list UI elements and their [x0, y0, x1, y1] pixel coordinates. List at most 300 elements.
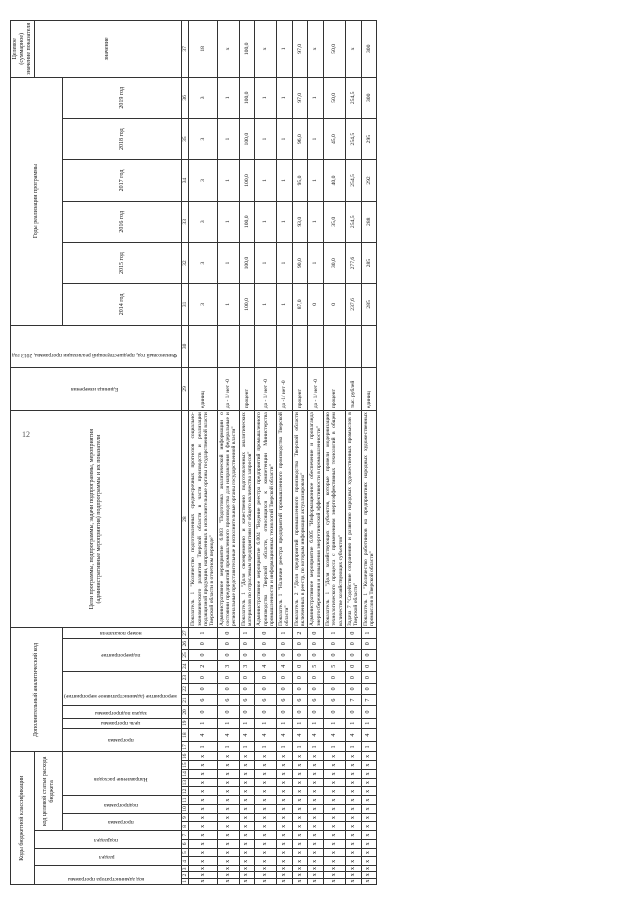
year-value-cell: 288	[361, 201, 377, 242]
page-number: 12	[22, 430, 30, 439]
code-cell: 4	[308, 728, 324, 742]
column-number: 8	[182, 822, 189, 831]
table-row	[308, 21, 324, 885]
code-cell: х	[324, 840, 346, 849]
column-number: 28	[182, 410, 189, 628]
code-cell: х	[292, 831, 308, 840]
code-cell: 4	[345, 728, 361, 742]
code-cell: х	[345, 840, 361, 849]
code-cell: х	[239, 778, 255, 787]
code-cell: х	[324, 787, 346, 796]
year-value-cell: 0	[308, 284, 324, 325]
header-kcsr: код целевой статьи расхода бюджета	[34, 752, 63, 831]
code-cell: х	[217, 878, 239, 884]
column-number: 35	[182, 118, 189, 159]
code-cell: х	[277, 857, 293, 866]
base-year-cell	[324, 325, 346, 368]
column-number: 27	[182, 628, 189, 638]
code-cell: 0	[361, 661, 377, 672]
unit-cell: процент	[239, 368, 255, 411]
code-cell: 0	[361, 706, 377, 719]
code-cell: х	[324, 813, 346, 822]
indicator-name-cell: Показатель 1 "Наличие реестра предприятий промышленного производства Тверской области"	[278, 412, 291, 626]
code-cell: х	[255, 857, 277, 866]
code-cell: 1	[277, 742, 293, 752]
code-cell: х	[189, 866, 217, 872]
year-value-cell: 237,6	[345, 284, 361, 325]
header-unit: Единица измерения	[11, 368, 182, 411]
code-cell: 0	[189, 706, 217, 719]
code-cell: х	[324, 752, 346, 761]
code-cell: 6	[239, 694, 255, 705]
base-year-cell	[345, 325, 361, 368]
target-value-cell: х	[255, 21, 277, 78]
code-cell: 0	[345, 638, 361, 649]
code-cell: х	[255, 761, 277, 770]
year-value-cell: 1	[255, 242, 277, 283]
code-cell: 4	[324, 728, 346, 742]
code-cell: 2	[189, 661, 217, 672]
code-cell: х	[361, 878, 377, 884]
code-cell: 1	[345, 718, 361, 728]
code-cell: 1	[308, 742, 324, 752]
code-cell: х	[292, 813, 308, 822]
code-cell: х	[361, 796, 377, 805]
code-cell: х	[308, 787, 324, 796]
code-cell: х	[217, 787, 239, 796]
year-value-cell: 1	[217, 242, 239, 283]
code-cell: 6	[217, 694, 239, 705]
year-value-cell: 1	[277, 160, 293, 201]
code-cell: х	[217, 805, 239, 814]
code-cell: х	[292, 770, 308, 779]
target-value-cell: 1	[277, 21, 293, 78]
year-value-cell: 1	[277, 201, 293, 242]
code-cell: 1	[361, 718, 377, 728]
code-cell: 4	[277, 661, 293, 672]
code-cell: 1	[292, 718, 308, 728]
year-value-cell: 3	[189, 118, 217, 159]
target-value-cell: 300	[361, 21, 377, 78]
table-row	[189, 21, 217, 885]
code-cell: х	[189, 813, 217, 822]
column-number: 24	[182, 661, 189, 672]
code-cell: 0	[292, 649, 308, 660]
target-value-cell: 50,0	[324, 21, 346, 78]
year-value-cell: 1	[217, 77, 239, 118]
code-cell: х	[277, 813, 293, 822]
code-cell: 0	[345, 683, 361, 694]
indicator-name-cell: Административное мероприятие 6.003 "Подготовка аналитической информации о состоянии предприятий промышленного производства для направления в федеральные и региональные представительные и исполнительные органы государственной власти"	[218, 412, 238, 626]
column-number-row	[182, 21, 189, 885]
code-cell: 1	[255, 742, 277, 752]
code-cell: 4	[292, 728, 308, 742]
code-cell: 0	[217, 638, 239, 649]
code-cell: х	[292, 848, 308, 857]
code-cell: х	[361, 866, 377, 872]
code-cell: х	[189, 831, 217, 840]
code-cell: х	[239, 848, 255, 857]
column-number: 1	[182, 880, 189, 883]
header-cel: цель программы	[63, 718, 182, 728]
unit-cell: да - 1/ нет -0	[255, 368, 277, 411]
code-cell: 0	[345, 628, 361, 638]
code-cell: х	[324, 872, 346, 878]
code-cell: х	[361, 840, 377, 849]
code-cell: х	[345, 872, 361, 878]
code-cell: х	[308, 796, 324, 805]
code-cell: 6	[255, 694, 277, 705]
header-podrazdel: подраздел	[34, 831, 181, 849]
code-cell: х	[361, 752, 377, 761]
code-cell: 0	[361, 649, 377, 660]
code-cell: х	[189, 872, 217, 878]
code-cell: 1	[345, 742, 361, 752]
code-cell: х	[189, 822, 217, 831]
header-programma: программа	[63, 813, 182, 831]
header-napravlenie: Направление расходов	[63, 752, 182, 796]
unit-cell: процент	[292, 368, 308, 411]
code-cell: х	[189, 805, 217, 814]
header-years-group: Годы реализации программы	[11, 77, 63, 325]
year-value-cell: 0	[324, 284, 346, 325]
code-cell: х	[189, 770, 217, 779]
year-value-cell: 87,0	[292, 284, 308, 325]
code-cell: 4	[361, 728, 377, 742]
code-cell: 1	[308, 718, 324, 728]
column-number: 30	[182, 325, 189, 368]
column-number: 23	[182, 672, 189, 683]
code-cell: х	[345, 761, 361, 770]
unit-cell: да -1/ нет -0	[277, 368, 293, 411]
code-cell: х	[292, 787, 308, 796]
code-cell: х	[308, 872, 324, 878]
column-number: 31	[182, 284, 189, 325]
header-year-3: 2016 год	[63, 201, 182, 242]
column-number: 3	[182, 867, 189, 871]
code-cell: х	[239, 878, 255, 884]
header-kod-admin: код администратора программы	[34, 866, 181, 885]
year-value-cell: 1	[308, 118, 324, 159]
target-value-cell: 97,0	[292, 21, 308, 78]
code-cell: 0	[189, 672, 217, 683]
year-value-cell: 285	[361, 242, 377, 283]
code-cell: х	[308, 805, 324, 814]
code-cell: 0	[308, 672, 324, 683]
column-number: 10	[182, 806, 189, 812]
code-cell: 0	[277, 706, 293, 719]
code-cell: х	[255, 778, 277, 787]
code-cell: х	[361, 848, 377, 857]
code-cell: х	[345, 805, 361, 814]
column-number: 5	[182, 848, 189, 857]
code-cell: х	[239, 770, 255, 779]
code-cell: х	[217, 848, 239, 857]
code-cell: х	[292, 796, 308, 805]
header-dop-code: Дополнительный аналитический код	[11, 628, 63, 752]
code-cell: х	[239, 752, 255, 761]
code-cell: 0	[255, 683, 277, 694]
year-value-cell: 1	[277, 77, 293, 118]
code-cell: х	[189, 752, 217, 761]
code-cell: 0	[239, 638, 255, 649]
code-cell: х	[189, 787, 217, 796]
year-value-cell: 1	[308, 201, 324, 242]
column-number: 4	[182, 857, 189, 866]
header-podmer: подмероприятие	[63, 638, 182, 672]
indicator-name-cell: Задача 7 "Содействие сохранению и развитию народных художественных промыслов в Тверской области"	[346, 412, 360, 626]
code-cell: х	[239, 822, 255, 831]
code-cell: х	[277, 796, 293, 805]
code-cell: 1	[239, 628, 255, 638]
indicator-name-cell: Показатель 1 "Доля своевременно и качественно подготовленных аналитических материалов по отраслевым предприятиям от общего количества запросов"	[240, 412, 253, 626]
code-cell: 0	[255, 672, 277, 683]
code-cell: х	[255, 840, 277, 849]
code-cell: х	[239, 840, 255, 849]
code-cell: 1	[189, 742, 217, 752]
code-cell: х	[217, 866, 239, 872]
code-cell: х	[361, 778, 377, 787]
code-cell: 0	[255, 706, 277, 719]
code-cell: х	[345, 831, 361, 840]
code-cell: х	[189, 857, 217, 866]
code-cell: 0	[324, 649, 346, 660]
column-number: 29	[182, 368, 189, 411]
code-cell: х	[277, 822, 293, 831]
column-number: 32	[182, 242, 189, 283]
unit-cell: единиц	[189, 368, 217, 411]
code-cell: х	[239, 857, 255, 866]
year-value-cell: 1	[308, 77, 324, 118]
header-year-1: 2014 год	[63, 284, 182, 325]
code-cell: 0	[277, 683, 293, 694]
unit-cell: да - 1/ нет -0	[308, 368, 324, 411]
code-cell: 4	[255, 728, 277, 742]
table-body	[189, 21, 377, 885]
year-value-cell: 100,0	[239, 118, 255, 159]
code-cell: х	[324, 866, 346, 872]
code-cell: 0	[239, 706, 255, 719]
code-cell: х	[255, 752, 277, 761]
year-value-cell: 96,0	[292, 118, 308, 159]
column-number: 33	[182, 201, 189, 242]
column-number: 6	[182, 840, 189, 849]
year-value-cell: 90,0	[292, 242, 308, 283]
column-number: 19	[182, 718, 189, 728]
header-razdel: раздел	[34, 848, 181, 866]
code-cell: 7	[361, 694, 377, 705]
year-value-cell: 277,6	[345, 242, 361, 283]
code-cell: 0	[292, 672, 308, 683]
code-cell: х	[324, 778, 346, 787]
code-cell: х	[292, 761, 308, 770]
year-value-cell: 1	[255, 160, 277, 201]
code-cell: х	[345, 813, 361, 822]
base-year-cell	[308, 325, 324, 368]
code-cell: х	[324, 878, 346, 884]
code-cell: 0	[292, 683, 308, 694]
code-cell: х	[361, 872, 377, 878]
year-value-cell: 100,0	[239, 284, 255, 325]
code-cell: х	[239, 813, 255, 822]
code-cell: 0	[361, 683, 377, 694]
column-number: 11	[182, 797, 189, 803]
header-year-6: 2019 год	[63, 77, 182, 118]
year-value-cell: 3	[189, 201, 217, 242]
code-cell: 5	[324, 661, 346, 672]
year-value-cell: 1	[255, 201, 277, 242]
code-cell: 4	[189, 728, 217, 742]
code-cell: 1	[292, 742, 308, 752]
column-number: 14	[182, 771, 189, 777]
code-cell: 5	[308, 661, 324, 672]
code-cell: 1	[255, 718, 277, 728]
code-cell: х	[308, 840, 324, 849]
code-cell: 0	[239, 649, 255, 660]
year-value-cell: 1	[217, 201, 239, 242]
header-nomer: номер показателя	[63, 628, 182, 638]
header-year-4: 2017 год	[63, 160, 182, 201]
code-cell: х	[292, 778, 308, 787]
header-meropriyatie: мероприятие (административное мероприятие)	[63, 672, 182, 706]
code-cell: 1	[217, 742, 239, 752]
code-cell: 0	[217, 683, 239, 694]
code-cell: х	[217, 778, 239, 787]
code-cell: 0	[324, 672, 346, 683]
code-cell: х	[308, 778, 324, 787]
indicator-name-cell: Показатель 1 "Доля хозяйствующих субъектов, которые провели модернизацию технологического процесса с применением энергоэффективных технологий в общем количестве хозяйствующих субъектов"	[325, 412, 344, 626]
code-cell: х	[217, 822, 239, 831]
code-cell: 0	[308, 628, 324, 638]
header-zadacha: задача подпрограммы	[63, 706, 182, 719]
code-cell: х	[255, 878, 277, 884]
year-value-cell: 1	[217, 284, 239, 325]
code-cell: 1	[361, 628, 377, 638]
base-year-cell	[239, 325, 255, 368]
code-cell: 0	[217, 649, 239, 660]
year-value-cell: 285	[361, 284, 377, 325]
code-cell: 0	[308, 683, 324, 694]
code-cell: 1	[189, 628, 217, 638]
code-cell: х	[255, 848, 277, 857]
table-row	[217, 21, 239, 885]
code-cell: х	[217, 796, 239, 805]
year-value-cell: 100,0	[239, 160, 255, 201]
code-cell: х	[308, 822, 324, 831]
year-value-cell: 35,0	[324, 201, 346, 242]
code-cell: 0	[277, 672, 293, 683]
table-row	[255, 21, 277, 885]
code-cell: 7	[345, 694, 361, 705]
year-value-cell: 1	[308, 160, 324, 201]
code-cell: х	[277, 787, 293, 796]
year-value-cell: 1	[217, 160, 239, 201]
code-cell: х	[217, 752, 239, 761]
code-cell: х	[277, 831, 293, 840]
code-cell: х	[361, 813, 377, 822]
year-value-cell: 1	[255, 284, 277, 325]
year-value-cell: 30,0	[324, 242, 346, 283]
indicator-name-cell: Административное мероприятие 6.004 "Ведение реестра предприятий промышленного производства Тверской области, относящихся к компетенции Министерства промышленности и информационных технологий Тверской области"	[256, 412, 275, 626]
code-cell: 1	[239, 742, 255, 752]
code-cell: х	[255, 805, 277, 814]
code-cell: х	[189, 840, 217, 849]
header-value: значение	[34, 21, 181, 78]
year-value-cell: 1	[217, 118, 239, 159]
target-value-cell: х	[308, 21, 324, 78]
code-cell: х	[255, 822, 277, 831]
code-cell: х	[361, 857, 377, 866]
code-cell: х	[308, 761, 324, 770]
code-cell: 0	[255, 628, 277, 638]
code-cell: х	[324, 822, 346, 831]
year-value-cell: 3	[189, 77, 217, 118]
code-cell: х	[324, 761, 346, 770]
code-cell: х	[361, 761, 377, 770]
column-number: 20	[182, 706, 189, 719]
code-cell: х	[292, 857, 308, 866]
year-value-cell: 3	[189, 284, 217, 325]
code-cell: 0	[308, 638, 324, 649]
code-cell: 0	[345, 649, 361, 660]
code-cell: х	[255, 787, 277, 796]
code-cell: х	[308, 831, 324, 840]
code-cell: х	[292, 822, 308, 831]
code-cell: х	[361, 805, 377, 814]
code-cell: 6	[324, 694, 346, 705]
code-cell: х	[189, 778, 217, 787]
code-cell: х	[308, 813, 324, 822]
code-cell: х	[277, 866, 293, 872]
code-cell: 1	[324, 628, 346, 638]
code-cell: 0	[308, 706, 324, 719]
column-number: 12	[182, 788, 189, 795]
header-year-5: 2018 год	[63, 118, 182, 159]
code-cell: 0	[217, 672, 239, 683]
code-cell: х	[361, 822, 377, 831]
indicator-name-cell: Показатель 1 "Количество работников на предприятиях народных художественных промыслов в Тверской области"	[362, 412, 375, 626]
year-value-cell: 97,0	[292, 77, 308, 118]
year-value-cell: 1	[277, 242, 293, 283]
header-year-2: 2015 год	[63, 242, 182, 283]
column-number: 9	[182, 813, 189, 822]
code-cell: х	[308, 866, 324, 872]
header-name: Цели программы, подпрограммы, задачи подпрограммы, мероприятия (административные мероприятия) подпрограммы и их показатели	[11, 410, 182, 628]
year-value-cell: 254,5	[345, 201, 361, 242]
code-cell: 0	[345, 661, 361, 672]
base-year-cell	[217, 325, 239, 368]
column-number: 21	[182, 694, 189, 705]
column-number: 13	[182, 779, 189, 786]
code-cell: х	[277, 761, 293, 770]
year-value-cell: 254,5	[345, 118, 361, 159]
code-cell: х	[189, 796, 217, 805]
code-cell: х	[308, 848, 324, 857]
code-cell: х	[345, 878, 361, 884]
code-cell: 0	[189, 638, 217, 649]
code-cell: х	[324, 805, 346, 814]
header-podprogramma: подпрограмма	[63, 796, 182, 814]
code-cell: х	[345, 866, 361, 872]
code-cell: х	[217, 831, 239, 840]
year-value-cell: 1	[255, 77, 277, 118]
code-cell: 6	[292, 694, 308, 705]
header-dop-programma: программа	[63, 728, 182, 752]
code-cell: 1	[324, 742, 346, 752]
code-cell: х	[345, 752, 361, 761]
code-cell: х	[345, 787, 361, 796]
code-cell: 1	[189, 718, 217, 728]
